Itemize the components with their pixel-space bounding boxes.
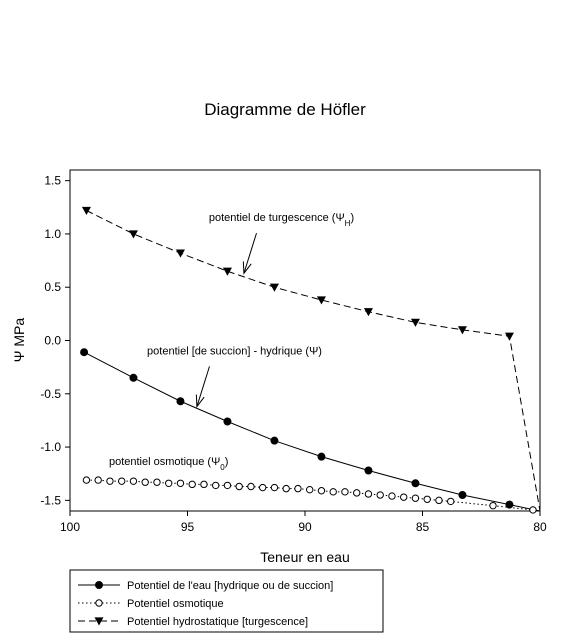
- data-point: [213, 482, 219, 488]
- data-point: [354, 490, 360, 496]
- y-tick-label: 1.0: [44, 226, 61, 241]
- legend-label: Potentiel hydrostatique [turgescence]: [127, 616, 309, 628]
- y-tick-label: 0.5: [44, 280, 61, 295]
- data-point: [318, 488, 324, 494]
- data-point: [389, 493, 395, 499]
- data-point: [365, 467, 372, 474]
- data-point: [283, 485, 289, 491]
- data-point: [81, 349, 88, 356]
- data-point: [154, 479, 160, 485]
- data-point: [82, 207, 91, 215]
- y-tick-label: 1.5: [44, 173, 61, 188]
- x-axis: [60, 511, 547, 534]
- chart-title: Diagramme de Höfler: [204, 100, 366, 119]
- data-point: [448, 498, 454, 504]
- data-point: [411, 319, 420, 327]
- legend-label: Potentiel osmotique: [127, 598, 224, 610]
- data-point: [307, 486, 313, 492]
- data-point: [223, 268, 232, 276]
- data-point: [318, 453, 325, 460]
- data-point: [130, 374, 137, 381]
- x-tick-label: 100: [59, 520, 81, 534]
- annotation-label: potentiel de turgescence $(\Psi_H)$: [208, 212, 355, 228]
- data-point: [295, 485, 301, 491]
- data-point: [224, 418, 231, 425]
- annotation-layer: [109, 212, 354, 472]
- data-point: [412, 480, 419, 487]
- data-point: [177, 480, 183, 486]
- data-point: [271, 437, 278, 444]
- data-point: [236, 483, 242, 489]
- legend-marker: [96, 600, 102, 606]
- y-axis-label: Ψ MPa: [11, 317, 27, 363]
- x-axis-label: Teneur en eau: [260, 549, 350, 565]
- data-point: [377, 492, 383, 498]
- data-point: [176, 250, 185, 258]
- data-point: [505, 333, 514, 341]
- y-tick-label: 0.0: [44, 333, 61, 348]
- x-tick-label: 80: [533, 520, 547, 534]
- annotation-arrow: [244, 233, 257, 273]
- data-point: [530, 507, 536, 513]
- data-point: [490, 502, 496, 508]
- annotation-label: potentiel [de succion] - hydrique (Ψ): [147, 345, 322, 358]
- data-point: [459, 492, 466, 499]
- data-point: [129, 230, 138, 238]
- y-tick-label: -0.5: [40, 386, 61, 401]
- series-2: [83, 477, 540, 513]
- data-point: [189, 481, 195, 487]
- data-point: [271, 484, 277, 490]
- data-point: [83, 477, 89, 483]
- data-point: [260, 484, 266, 490]
- x-tick-label: 85: [415, 520, 430, 534]
- data-point: [107, 478, 113, 484]
- annotation-label: potentiel osmotique $(\Psi_0)$: [108, 456, 229, 472]
- data-point: [412, 495, 418, 501]
- y-tick-label: -1.5: [40, 493, 61, 508]
- data-point: [248, 483, 254, 489]
- data-point: [95, 477, 101, 483]
- data-point: [401, 494, 407, 500]
- data-point: [436, 497, 442, 503]
- data-point: [270, 284, 279, 292]
- data-point: [424, 496, 430, 502]
- data-point: [130, 478, 136, 484]
- data-point: [224, 482, 230, 488]
- annotation-arrow: [197, 366, 210, 406]
- data-point: [365, 491, 371, 497]
- data-point: [342, 489, 348, 495]
- legend-marker: [96, 582, 103, 589]
- legend-label: Potentiel de l'eau [hydrique ou de succion]: [127, 580, 334, 592]
- x-tick-label: 95: [180, 520, 195, 534]
- data-point: [142, 479, 148, 485]
- y-tick-label: -1.0: [40, 440, 61, 455]
- data-point: [166, 480, 172, 486]
- data-point: [177, 398, 184, 405]
- data-point: [201, 481, 207, 487]
- data-point: [330, 489, 336, 495]
- data-point: [119, 478, 125, 484]
- x-tick-label: 90: [298, 520, 312, 534]
- y-axis: [40, 174, 70, 508]
